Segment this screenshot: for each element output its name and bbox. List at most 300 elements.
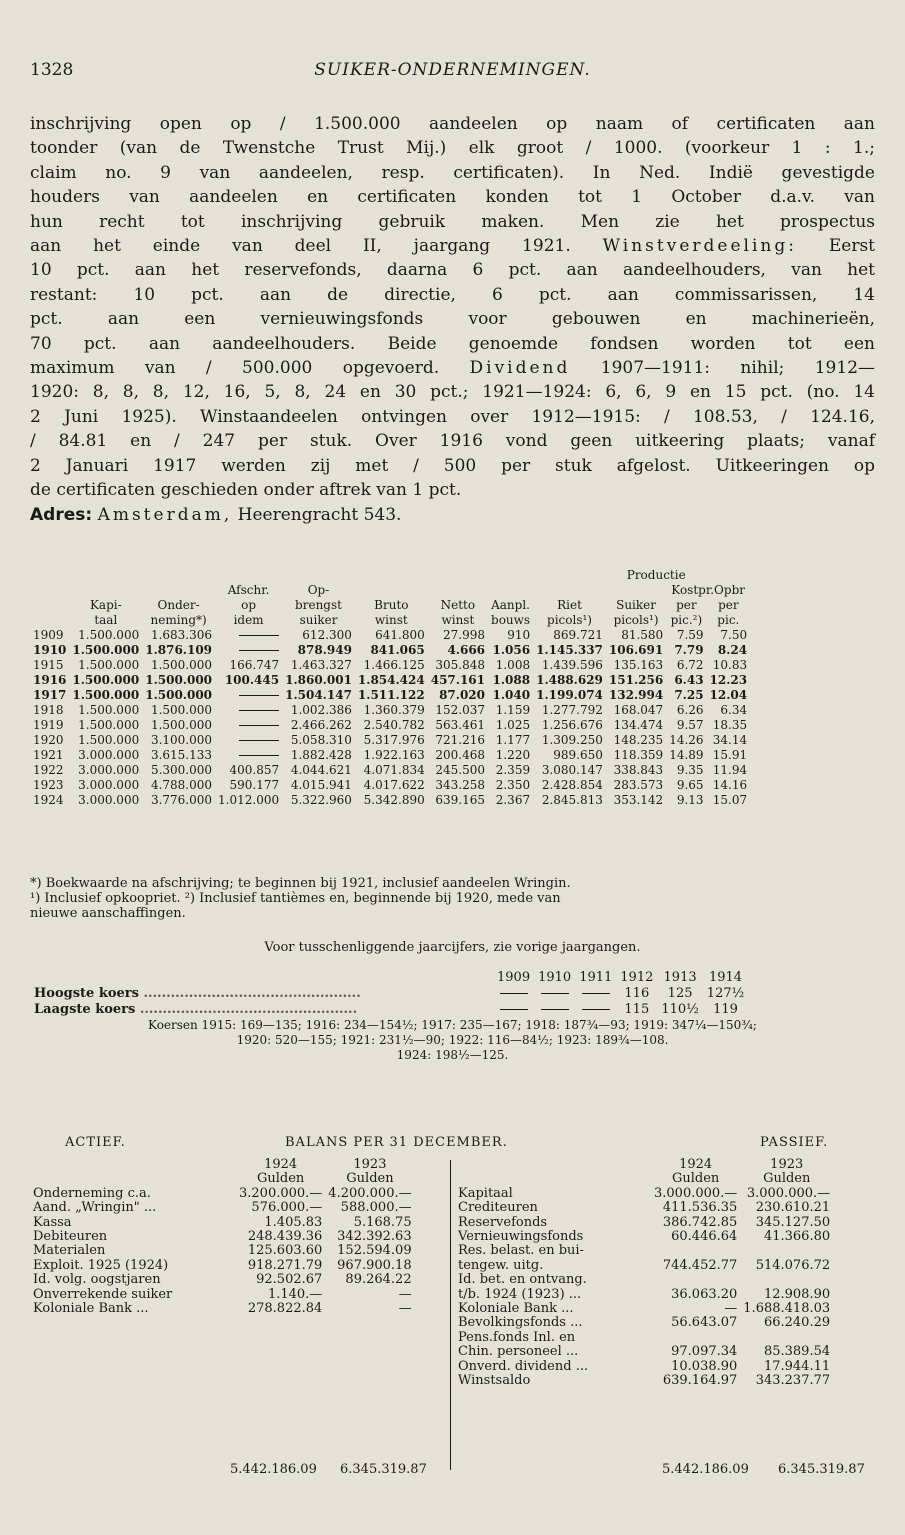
body-line: hun recht tot inschrijving gebruik maken. Men zie het prospectus: [30, 211, 875, 232]
adres-label: Adres:: [30, 504, 93, 525]
table-cell: 2.466.262: [290, 718, 352, 732]
koers-year: 1910: [538, 970, 572, 985]
table-cell: 12.23: [709, 673, 748, 687]
koers-value: 119: [713, 1002, 738, 1017]
table-row: [30, 778, 750, 793]
balans-value: 639.164.97: [662, 1373, 738, 1389]
balans-value: 89.264.22: [345, 1272, 412, 1288]
table-cell: 5.342.890: [363, 793, 425, 807]
column-header: Onder-: [157, 598, 200, 612]
body-line: claim no. 9 van aandeelen, resp. certificaten). In Ned. Indië gevestigde: [30, 162, 875, 183]
table-cell: 1.860.001: [285, 673, 352, 687]
dash-mark: [239, 710, 279, 711]
production-table: [30, 568, 750, 808]
balans-actief: [30, 1158, 415, 1316]
koersen-line: 1924: 198½—125.: [396, 1048, 509, 1062]
balans-row: [455, 1316, 833, 1330]
table-cell: [30, 1158, 236, 1172]
balans-item-label: Onverd. dividend ...: [458, 1358, 589, 1374]
balans-value: 17.944.11: [763, 1358, 831, 1374]
column-header: winst: [374, 613, 408, 627]
production-header-row: [30, 598, 750, 613]
footnote: nieuwe aanschaffingen.: [30, 906, 186, 921]
column-header: brengst: [295, 598, 342, 612]
balans-value: 342.392.63: [337, 1229, 412, 1245]
table-cell: 151.256: [608, 673, 664, 687]
table-cell: 6.72: [676, 658, 704, 672]
table-cell: [215, 733, 282, 748]
koers-value: 127½: [706, 986, 745, 1001]
table-cell: 6.26: [676, 703, 704, 717]
table-cell: 1.500.000: [78, 658, 140, 672]
table-cell: 3.615.133: [150, 748, 213, 762]
table-cell: 152.037: [435, 703, 486, 717]
table-cell: 1.500.000: [72, 643, 140, 657]
table-cell: [30, 970, 493, 986]
balans-value: 744.452.77: [662, 1257, 738, 1273]
balans-value: 918.271.79: [247, 1257, 323, 1273]
balans-item-label: Chin. personeel ...: [458, 1344, 579, 1360]
table-cell: 118.359: [613, 748, 664, 762]
balans-row: [30, 1273, 415, 1287]
balans-value: 1.140.—: [267, 1286, 323, 1302]
table-cell: 1.854.424: [357, 673, 425, 687]
body-text: [30, 112, 875, 527]
balans-value: 66.240.29: [763, 1315, 831, 1331]
column-header: per: [718, 598, 739, 612]
column-header: Riet: [557, 598, 582, 612]
column-header: per: [676, 598, 697, 612]
dash-mark: [239, 740, 279, 741]
koers-value: 125: [667, 986, 693, 1001]
table-cell: 4.015.941: [290, 778, 352, 792]
balans-value: 12.908.90: [763, 1286, 831, 1302]
koers-row: [30, 1002, 748, 1018]
body-line: 2 Januari 1917 werden zij met / 500 per stuk afgelost. Uitkeeringen op: [30, 455, 875, 476]
balans-value: 152.594.09: [337, 1243, 412, 1259]
balans-value: 36.063.20: [671, 1286, 738, 1302]
column-header: pic.: [717, 613, 740, 627]
table-cell: 353.142: [613, 793, 664, 807]
table-cell: 148.235: [613, 733, 664, 747]
table-cell: 1916: [33, 673, 67, 687]
table-row: [30, 658, 750, 673]
table-cell: 14.26: [669, 733, 704, 747]
table-cell: 5.058.310: [290, 733, 352, 747]
table-cell: 168.047: [613, 703, 664, 717]
table-cell: 1.500.000: [72, 688, 140, 702]
body-line: / 84.81 en / 247 per stuk. Over 1916 vond geen uitkeering plaats; vanaf: [30, 431, 875, 452]
balans-row: [455, 1374, 833, 1388]
table-cell: 7.50: [720, 628, 748, 642]
balans-item-label: Pens.fonds Inl. en: [458, 1329, 576, 1345]
koers-value: [493, 1002, 534, 1018]
table-cell: 283.573: [613, 778, 664, 792]
body-line: 70 pct. aan aandeelhouders. Beide genoemde fondsen worden tot een: [30, 333, 875, 354]
table-cell: 1923: [33, 778, 64, 792]
dot-leader: ................................................: [138, 986, 361, 1001]
body-line: toonder (van de Twenstche Trust Mij.) elk groot / 1000. (voorkeur 1 : 1.;: [30, 138, 875, 159]
table-cell: 563.461: [435, 718, 486, 732]
balans-item-label: Winstsaldo: [458, 1373, 531, 1389]
body-line: aan het einde van deel II, jaargang 1921. Winstverdeeling: Eerst: [30, 236, 876, 257]
koers-label-cell: [30, 1002, 493, 1018]
balans-value: [740, 1273, 833, 1287]
table-cell: 135.163: [613, 658, 664, 672]
table-cell: 1.056: [492, 643, 531, 657]
table-cell: 457.161: [430, 673, 486, 687]
balans-row: [455, 1259, 833, 1273]
koers-year: 1911: [579, 970, 613, 985]
balans-row: [30, 1216, 415, 1230]
balans-value: 92.502.67: [256, 1272, 323, 1288]
balans-item-label: Res. belast. en bui-: [458, 1243, 584, 1259]
balans-item-label: Onverrekende suiker: [33, 1286, 173, 1302]
column-header: winst: [441, 613, 475, 627]
table-cell: 1918: [33, 703, 64, 717]
table-cell: 6.34: [720, 703, 748, 717]
table-cell: 1.012.000: [218, 793, 280, 807]
table-cell: 7.25: [674, 688, 704, 702]
balans-item-label: t/b. 1924 (1923) ...: [458, 1286, 582, 1302]
table-cell: 1919: [33, 718, 64, 732]
balans-value: 576.000.—: [251, 1200, 323, 1216]
table-cell: 7.59: [676, 628, 704, 642]
table-cell: 1.439.596: [541, 658, 603, 672]
table-cell: 5.317.976: [363, 733, 425, 747]
balans-year: 1923: [770, 1157, 804, 1172]
body-line: 2 Juni 1925). Winstaandeelen ontvingen over 1912—1915: / 108.53, / 124.16,: [30, 406, 875, 427]
balans-row: [455, 1187, 833, 1201]
koers-value: [575, 1002, 616, 1018]
balans-item-label: Kassa: [33, 1214, 72, 1230]
table-cell: 1.309.250: [541, 733, 603, 747]
balans-value: 97.097.34: [671, 1344, 738, 1360]
balans-row: [30, 1302, 415, 1316]
table-cell: 4.044.621: [290, 763, 352, 777]
balans-row: [455, 1331, 833, 1345]
dash-mark: [239, 755, 279, 756]
table-cell: 641.800: [375, 628, 425, 642]
table-cell: 87.020: [439, 688, 486, 702]
balans-year: 1924: [264, 1157, 298, 1172]
dash-mark: [582, 1009, 610, 1010]
column-header: Suiker: [616, 598, 656, 612]
balans-item-label: Debiteuren: [33, 1229, 108, 1245]
table-cell: 15.91: [712, 748, 748, 762]
balans-currency: Gulden: [256, 1171, 305, 1187]
table-cell: 1920: [33, 733, 64, 747]
column-header: bouws: [491, 613, 531, 627]
column-header: op: [241, 598, 257, 612]
balans-item-label: Kapitaal: [458, 1185, 513, 1201]
balans-value: 230.610.21: [755, 1200, 831, 1216]
table-cell: 1.256.676: [541, 718, 603, 732]
koers-year-row: [30, 970, 748, 986]
table-cell: 18.35: [712, 718, 748, 732]
table-cell: 14.89: [669, 748, 704, 762]
table-cell: [215, 718, 282, 733]
dash-mark: [239, 635, 279, 636]
table-cell: 3.000.000: [78, 793, 140, 807]
adres-street: Heerengracht 543.: [237, 504, 402, 525]
body-line: maximum van / 500.000 opgevoerd. Dividend 1907—1911: nihil; 1912—: [30, 358, 876, 379]
koers-label: Hoogste koers: [34, 986, 139, 1001]
balans-item-label: Vernieuwingsfonds: [458, 1229, 584, 1245]
table-cell: 134.474: [613, 718, 664, 732]
table-cell: 400.857: [229, 763, 280, 777]
balans-value: 588.000.—: [340, 1200, 412, 1216]
body-line: 10 pct. aan het reservefonds, daarna 6 pct. aan aandeelhouders, van het: [30, 260, 875, 281]
balans-currency: Gulden: [763, 1171, 811, 1187]
table-cell: 7.79: [674, 643, 704, 657]
table-cell: 1.500.000: [145, 688, 213, 702]
balans-value: 248.439.36: [247, 1229, 323, 1245]
column-header: [30, 613, 69, 628]
table-cell: 1.002.386: [290, 703, 352, 717]
production-body: [30, 628, 750, 808]
balans-value: 56.643.07: [671, 1315, 738, 1331]
table-cell: 1.500.000: [72, 673, 140, 687]
koersen-text: [30, 1018, 875, 1063]
balans-value: 3.000.000.—: [654, 1185, 738, 1201]
balans-currency-row: [30, 1172, 415, 1186]
body-line: houders van aandeelen en certificaten konden tot 1 October d.a.v. van: [30, 187, 875, 208]
body-line: restant: 10 pct. aan de directie, 6 pct. aan commissarissen, 14: [30, 284, 875, 305]
balans-value: 4.200.000.—: [328, 1185, 412, 1201]
table-cell: 1.500.000: [150, 658, 213, 672]
table-cell: 1.876.109: [145, 643, 213, 657]
table-cell: 81.580: [621, 628, 664, 642]
koers-value: [493, 986, 534, 1002]
balans-value: 345.127.50: [755, 1214, 831, 1230]
column-header: pic.²): [670, 613, 703, 627]
balans-row: [455, 1360, 833, 1374]
table-row: [30, 643, 750, 658]
table-cell: 1.882.428: [290, 748, 352, 762]
balans-value: 3.000.000.—: [746, 1185, 831, 1201]
balans-value: 1.688.418.03: [743, 1301, 831, 1317]
column-header: suiker: [299, 613, 338, 627]
actief-total-1924: 5.442.186.09: [230, 1462, 317, 1477]
column-header: picols¹): [547, 613, 592, 627]
table-cell: 2.359: [495, 763, 531, 777]
balans-item-label: Bevolkingsfonds ...: [458, 1315, 583, 1331]
balans-currency: Gulden: [346, 1171, 394, 1187]
balans-value: [740, 1244, 833, 1258]
table-cell: 1.199.074: [536, 688, 603, 702]
column-header: idem: [233, 613, 264, 627]
balans-item-label: tengew. uitg.: [458, 1257, 544, 1273]
table-cell: 1.500.000: [78, 733, 140, 747]
table-cell: 989.650: [553, 748, 603, 762]
balans-value: 10.038.90: [671, 1358, 738, 1374]
page-number: 1328: [30, 60, 74, 80]
koers-value: 115: [624, 1002, 650, 1017]
column-header: Aanpl.: [491, 598, 530, 612]
body-line: 1920: 8, 8, 8, 12, 16, 5, 8, 24 en 30 pct.; 1921—1924: 6, 6, 9 en 15 pct. (no. 14: [30, 382, 875, 403]
passief-label: PASSIEF.: [760, 1135, 829, 1150]
table-cell: 3.776.000: [150, 793, 213, 807]
dash-mark: [239, 695, 279, 696]
table-cell: 11.94: [712, 763, 748, 777]
table-cell: 1917: [33, 688, 67, 702]
balans-row: [30, 1187, 415, 1201]
balans-row: [455, 1302, 833, 1316]
balans-item-label: Koloniale Bank ...: [458, 1301, 574, 1317]
table-cell: 2.367: [495, 793, 531, 807]
table-cell: 3.080.147: [541, 763, 603, 777]
production-label: Productie: [626, 568, 686, 582]
table-row: [30, 703, 750, 718]
table-row: [30, 748, 750, 763]
table-cell: 1.177: [495, 733, 531, 747]
balans-divider: [450, 1160, 451, 1470]
dash-mark: [500, 993, 528, 994]
table-cell: 1.277.792: [541, 703, 603, 717]
table-row: [30, 733, 750, 748]
table-cell: 4.666: [447, 643, 486, 657]
table-row: [30, 793, 750, 808]
table-row: [30, 673, 750, 688]
table-cell: 1.088: [492, 673, 531, 687]
balans-value: 278.822.84: [247, 1301, 323, 1317]
koers-value: [575, 986, 616, 1002]
table-cell: 166.747: [229, 658, 280, 672]
balans-value: 85.389.54: [763, 1344, 831, 1360]
table-cell: 1.500.000: [150, 703, 213, 717]
balans-value: 41.366.80: [763, 1229, 831, 1245]
dash-mark: [239, 650, 279, 651]
table-cell: 1921: [33, 748, 64, 762]
dash-mark: [541, 993, 569, 994]
table-cell: [215, 688, 282, 703]
table-cell: 639.165: [435, 793, 486, 807]
table-cell: 2.845.813: [541, 793, 603, 807]
column-header: [30, 598, 69, 613]
table-cell: 8.24: [717, 643, 748, 657]
balans-row: [30, 1259, 415, 1273]
production-header-row: Afschr. Op- Kostpr.Opbr: [227, 583, 745, 597]
table-cell: 9.13: [676, 793, 704, 807]
table-cell: 878.949: [297, 643, 352, 657]
table-cell: 2.350: [495, 778, 531, 792]
table-cell: 1.500.000: [145, 673, 213, 687]
table-row: [30, 628, 750, 643]
table-cell: 12.04: [709, 688, 748, 702]
table-cell: 1924: [33, 793, 64, 807]
table-cell: 9.65: [676, 778, 704, 792]
table-cell: 132.994: [608, 688, 664, 702]
body-line: de certificaten geschieden onder aftrek van 1 pct.: [30, 480, 462, 501]
table-cell: 10.83: [712, 658, 748, 672]
balans-item-label: Reservefonds: [458, 1214, 548, 1230]
table-cell: 245.500: [435, 763, 486, 777]
balans-year: 1924: [679, 1157, 713, 1172]
tusschen-note: Voor tusschenliggende jaarcijfers, zie vorige jaargangen.: [264, 940, 641, 955]
table-cell: 5.322.960: [290, 793, 352, 807]
balans-row: [455, 1201, 833, 1215]
balans-row: [455, 1273, 833, 1287]
table-cell: 338.843: [613, 763, 664, 777]
table-cell: 1.500.000: [78, 628, 140, 642]
koers-label-cell: [30, 986, 493, 1002]
address-line: [30, 503, 875, 527]
balans-value: [740, 1331, 833, 1345]
table-cell: 9.35: [676, 763, 704, 777]
balans-value: 411.536.35: [662, 1200, 738, 1216]
balans-item-label: Crediteuren: [458, 1200, 538, 1216]
table-cell: 1.040: [492, 688, 531, 702]
balans-value: 3.200.000.—: [239, 1185, 323, 1201]
table-cell: 15.07: [712, 793, 748, 807]
table-cell: 2.428.854: [541, 778, 603, 792]
footnote: *) Boekwaarde na afschrijving; te beginnen bij 1921, inclusief aandeelen Wringin.: [30, 876, 571, 891]
balans-year-row: [455, 1158, 833, 1172]
table-cell: 6.43: [674, 673, 704, 687]
balans-item-label: Id. volg. oogstjaren: [33, 1272, 161, 1288]
table-cell: 34.14: [712, 733, 748, 747]
balans-item-label: Koloniale Bank ...: [33, 1301, 149, 1317]
table-cell: 305.848: [435, 658, 486, 672]
balans-value: 60.446.64: [671, 1229, 738, 1245]
koers-year: 1914: [708, 970, 743, 985]
balans-item-label: Onderneming c.a.: [33, 1185, 151, 1201]
table-cell: 841.065: [370, 643, 425, 657]
table-row: [30, 763, 750, 778]
koers-row: [30, 986, 748, 1002]
table-cell: 1.500.000: [150, 718, 213, 732]
balans-row: [455, 1230, 833, 1244]
table-cell: 1909: [33, 628, 64, 642]
table-cell: 1.159: [495, 703, 531, 717]
balans-value: —: [724, 1301, 738, 1317]
balans-row: [30, 1201, 415, 1215]
balans-currency-row: [455, 1172, 833, 1186]
table-cell: 1.683.306: [150, 628, 213, 642]
koersen-line: 1920: 520—155; 1921: 231½—90; 1922: 116—84½; 1923: 189¾—108.: [236, 1033, 669, 1047]
koersen-line: Koersen 1915: 169—135; 1916: 234—154½; 1917: 235—167; 1918: 187¾—93; 1919: 347¼—150¾;: [148, 1018, 757, 1032]
table-cell: 1.488.629: [536, 673, 603, 687]
balans-row: [455, 1216, 833, 1230]
table-cell: 1.922.163: [363, 748, 425, 762]
balans-value: 343.237.77: [755, 1373, 831, 1389]
koers-value: 116: [624, 986, 650, 1001]
balans-item-label: Aand. „Wringin" ...: [33, 1200, 157, 1216]
production-header-row: [30, 613, 750, 628]
table-cell: 4.071.834: [363, 763, 425, 777]
balans-title: BALANS PER 31 DECEMBER.: [285, 1135, 508, 1150]
koers-year: 1913: [663, 970, 697, 985]
balans-value: 967.900.18: [337, 1257, 412, 1273]
table-cell: 3.000.000: [78, 778, 140, 792]
balans-row: [455, 1288, 833, 1302]
table-row: [30, 688, 750, 703]
body-line: inschrijving open op / 1.500.000 aandeelen op naam of certificaten aan: [30, 114, 875, 134]
table-cell: 2.540.782: [363, 718, 425, 732]
balans-value: 386.742.85: [662, 1214, 738, 1230]
passief-total-1924: 5.442.186.09: [662, 1462, 749, 1477]
table-cell: 1922: [33, 763, 64, 777]
table-cell: 5.300.000: [150, 763, 213, 777]
table-cell: 1.008: [495, 658, 531, 672]
balans-value: [651, 1273, 740, 1287]
body-line: pct. aan een vernieuwingsfonds voor gebouwen en machinerieën,: [30, 309, 875, 330]
balans-item-label: Id. bet. en ontvang.: [458, 1272, 587, 1288]
column-header: Kapi-: [89, 598, 122, 612]
actief-label: ACTIEF.: [65, 1135, 126, 1150]
balans-row: [455, 1244, 833, 1258]
